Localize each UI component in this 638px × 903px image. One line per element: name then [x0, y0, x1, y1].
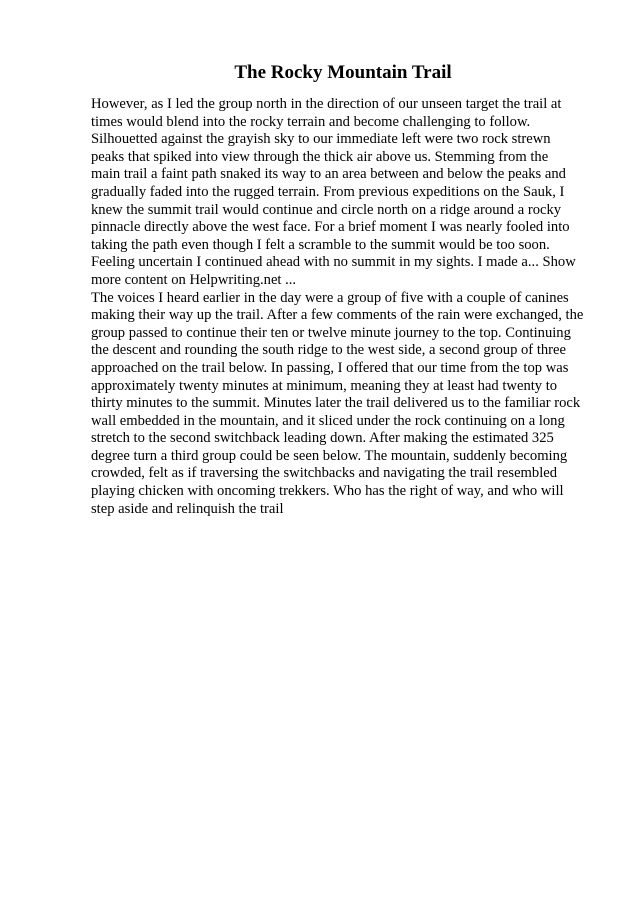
- body-line: pinnacle directly above the west face. For a brief moment I was nearly fooled into: [91, 219, 570, 236]
- body-line: approached on the trail below. In passing, I offered that our time from the top was: [91, 359, 569, 376]
- body-line: However, as I led the group north in the direction of our unseen target the trail at: [91, 96, 562, 112]
- body-line: the descent and rounding the south ridge to the west side, a second group of three: [91, 342, 566, 359]
- body-line: crowded, felt as if traversing the switchbacks and navigating the trail resembled: [91, 465, 558, 482]
- body-line: knew the summit trail would continue and circle north on a ridge around a rocky: [91, 201, 562, 218]
- document-title: The Rocky Mountain Trail: [234, 62, 452, 83]
- body-line: Silhouetted against the grayish sky to our immediate left were two rock strewn: [91, 131, 551, 148]
- body-line: The voices I heard earlier in the day were a group of five with a couple of canines: [91, 289, 569, 306]
- body-line: Feeling uncertain I continued ahead with no summit in my sights. I made a... Show: [91, 254, 576, 271]
- document-body: [91, 96, 591, 518]
- body-line: degree turn a third group could be seen below. The mountain, suddenly becoming: [91, 447, 568, 464]
- body-line: thirty minutes to the summit. Minutes later the trail delivered us to the familiar rock: [91, 395, 581, 412]
- body-line: playing chicken with oncoming trekkers. Who has the right of way, and who will: [91, 483, 564, 500]
- body-line: wall embedded in the mountain, and it sliced under the rock continuing on a long: [91, 412, 565, 429]
- body-line: main trail a faint path snaked its way to an area between and below the peaks and: [91, 166, 566, 183]
- body-line: group passed to continue their ten or twelve minute journey to the top. Continuing: [91, 324, 571, 341]
- body-line: stretch to the second switchback leading down. After making the estimated 325: [91, 430, 554, 447]
- body-line: making their way up the trail. After a few comments of the rain were exchanged, the: [91, 307, 584, 324]
- body-line: gradually faded into the rugged terrain. From previous expeditions on the Sauk, I: [91, 183, 565, 200]
- body-line: times would blend into the rocky terrain and become challenging to follow.: [91, 113, 531, 130]
- body-line: more content on Helpwriting.net ...: [91, 271, 297, 288]
- body-line: taking the path even though I felt a scramble to the summit would be too soon.: [91, 236, 550, 253]
- body-line: peaks that spiked into view through the thick air above us. Stemming from the: [91, 148, 549, 165]
- body-line: step aside and relinquish the trail: [91, 500, 284, 517]
- body-line: approximately twenty minutes at minimum, meaning they at least had twenty to: [91, 377, 558, 394]
